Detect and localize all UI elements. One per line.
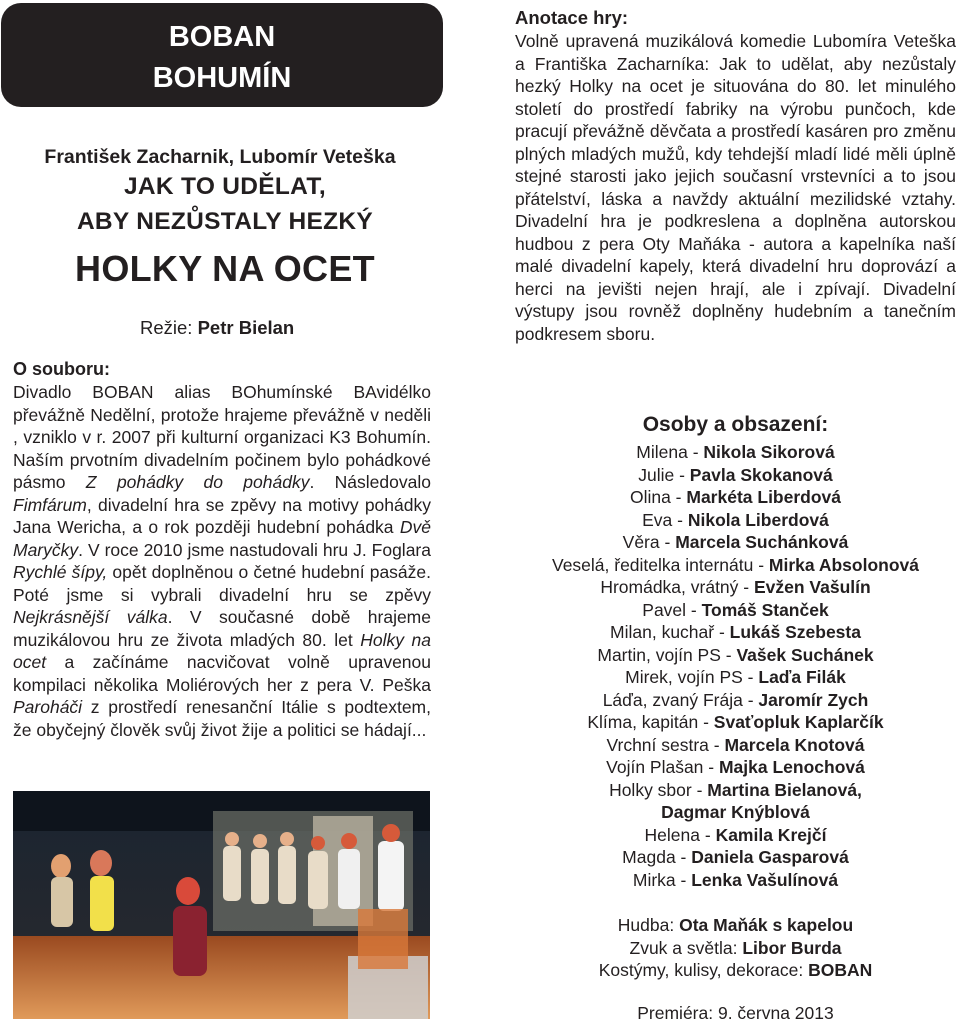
cast-item bbox=[515, 846, 956, 869]
cast-role: Milan, kuchař - bbox=[610, 622, 730, 642]
cast-role: Pavel - bbox=[642, 599, 702, 620]
cast-actor: Dagmar Knýblová bbox=[661, 802, 810, 822]
play-title-line-2: ABY NEZŮSTALY HEZKÝ bbox=[76, 208, 374, 235]
cast-role: Magda - bbox=[622, 847, 692, 867]
cast-actor: Svaťopluk Kaplarčík bbox=[713, 712, 884, 732]
credit-label: Zvuk a světla: bbox=[629, 937, 743, 958]
premiere-date: Premiéra: 9. června 2013 bbox=[637, 1003, 834, 1023]
about-segment: Z pohádky do pohádky bbox=[85, 472, 310, 492]
annotation-heading: Anotace hry: bbox=[515, 7, 629, 28]
about-segment: a začínáme nacvičovat volně upravenou kompilaci několika Moliérových her z pera V. Peška bbox=[13, 652, 431, 695]
cast-item bbox=[515, 531, 956, 554]
annotation-text: Volně upravená muzikálová komedie Lubomíra Veteška a Františka Zacharníka: Jak to udělat, aby nezůstaly hezký Holky na ocet je situována do 80. let minulého století do prostředí fabriky na výrobu punčoch, kde pracují převážně děvčata a prostředí kasáren pro změnu plných mladých mužů, kdy tehdejší mladí lidé měli úplně stejné starosti jako jejich současní vrstevníci a to jsou přátelství, láska a navždy aktuální mezilidské vztahy. Divadelní hra je podkreslena a doplněna autorskou hudbou z pera Oty Maňáka - autora a kapelníka naší malé divadelní kapely, která divadelní hru doprovází a herci na jevišti nejen hrají, ale i zpívají. Divadelní výstupy jsou rovněž doplněny hudebním a tanečním podkresem sboru. bbox=[515, 31, 956, 344]
cast-role: Helena - bbox=[644, 824, 716, 845]
cast-actor: Daniela Gasparová bbox=[691, 847, 849, 867]
about-segment: Fimfárum bbox=[13, 494, 87, 515]
cast-item bbox=[515, 689, 956, 712]
cast-item bbox=[515, 486, 956, 509]
credit-line bbox=[515, 959, 956, 982]
play-authors: František Zacharnik, Lubomír Veteška bbox=[44, 146, 396, 168]
cast-role: Olina - bbox=[629, 487, 687, 507]
cast-item bbox=[515, 554, 956, 577]
banner-line-1: BOBAN bbox=[168, 21, 276, 53]
cast-role: Klíma, kapitán - bbox=[587, 712, 714, 732]
cast-role: Vrchní sestra - bbox=[606, 734, 725, 755]
direction-credit bbox=[140, 317, 310, 339]
cast-role: Veselá, ředitelka internátu - bbox=[551, 554, 769, 575]
direction-label: Režie: bbox=[140, 317, 198, 338]
cast-actor: Lenka Vašulínová bbox=[691, 869, 839, 890]
cast-actor: Vašek Suchánek bbox=[736, 644, 874, 665]
about-segment: . Následovalo bbox=[309, 472, 431, 492]
production-credits bbox=[515, 914, 956, 982]
cast-role: Martin, vojín PS - bbox=[597, 644, 737, 665]
cast-actor: Nikola Liberdová bbox=[687, 509, 829, 530]
about-segment: . V současné době hrajeme muzikálovou hru ze života mladých 80. let bbox=[13, 607, 431, 650]
cast-role: Mirka - bbox=[632, 869, 692, 890]
cast-item bbox=[515, 756, 956, 779]
cast-item bbox=[515, 644, 956, 667]
about-segment: Divadlo BOBAN alias BOhumínské BAvidélko převážně Nedělní, protože hrajeme převážně v neděli , vzniklo v r. 2007 při kulturní organizaci K3 Bohumín. Naším prvotním divadelním počinem bylo pohádkové pásmo bbox=[13, 382, 431, 492]
cast-actor: Markéta Liberdová bbox=[686, 487, 842, 507]
about-segment: Holky na ocet bbox=[13, 629, 431, 672]
cast-item bbox=[515, 801, 956, 824]
cast-item bbox=[515, 734, 956, 757]
play-title-line-1: JAK TO UDĚLAT, bbox=[123, 173, 327, 200]
credit-label: Hudba: bbox=[617, 915, 680, 935]
about-heading: O souboru: bbox=[13, 359, 110, 379]
about-segment: Rychlé šípy, bbox=[13, 562, 108, 582]
cast-list bbox=[515, 441, 956, 891]
credit-value: BOBAN bbox=[808, 960, 873, 980]
cast-actor: Lukáš Szebesta bbox=[729, 622, 861, 642]
cast-item bbox=[515, 464, 956, 487]
header-banner bbox=[1, 3, 443, 107]
cast-item bbox=[515, 711, 956, 734]
cast-heading: Osoby a obsazení: bbox=[642, 413, 829, 436]
cast-actor: Tomáš Stanček bbox=[701, 599, 829, 620]
cast-role: Láďa, zvaný Frája - bbox=[602, 689, 759, 710]
cast-actor: Martina Bielanová, bbox=[707, 779, 862, 800]
cast-item bbox=[515, 576, 956, 599]
cast-actor: Majka Lenochová bbox=[718, 757, 865, 777]
credit-line bbox=[515, 914, 956, 937]
cast-actor: Marcela Knotová bbox=[724, 734, 865, 755]
play-title-line-3: HOLKY NA OCET bbox=[75, 248, 375, 289]
cast-role: Milena - bbox=[636, 442, 704, 462]
director-name: Petr Bielan bbox=[197, 317, 295, 338]
cast-item bbox=[515, 599, 956, 622]
cast-actor: Mirka Absolonová bbox=[768, 554, 919, 575]
credit-label: Kostýmy, kulisy, dekorace: bbox=[598, 960, 809, 980]
performance-photo bbox=[13, 791, 430, 1019]
cast-role: Julie - bbox=[638, 464, 690, 485]
about-segment: Dvě Maryčky bbox=[13, 517, 431, 560]
cast-actor: Evžen Vašulín bbox=[753, 577, 871, 597]
banner-line-2: BOHUMÍN bbox=[152, 62, 292, 94]
about-segment: , divadelní hra se zpěvy na motivy pohádky Jana Wericha, a o rok později hudební pohádka bbox=[13, 494, 431, 537]
cast-role: Holky sbor - bbox=[609, 779, 708, 800]
cast-item bbox=[515, 779, 956, 802]
cast-actor: Jaromír Zych bbox=[758, 689, 869, 710]
cast-item bbox=[515, 666, 956, 689]
cast-actor: Marcela Suchánková bbox=[675, 532, 849, 552]
cast-role: Eva - bbox=[642, 509, 688, 530]
cast-actor: Pavla Skokanová bbox=[689, 464, 833, 485]
cast-item bbox=[515, 621, 956, 644]
cast-item bbox=[515, 441, 956, 464]
credit-line bbox=[515, 937, 956, 960]
cast-item bbox=[515, 509, 956, 532]
cast-role: Hromádka, vrátný - bbox=[600, 577, 754, 597]
about-segment: Nejkrásnější válka bbox=[13, 607, 168, 627]
cast-role: Vojín Plašan - bbox=[606, 757, 719, 777]
cast-item bbox=[515, 824, 956, 847]
about-segment: opět doplněnou o četné hudební pasáže. Poté jsme si vybrali divadelní hru se zpěvy bbox=[13, 562, 432, 605]
cast-actor: Kamila Krejčí bbox=[715, 824, 827, 845]
cast-role: Věra - bbox=[622, 532, 676, 552]
about-text bbox=[13, 381, 431, 741]
about-segment: z prostředí renesanční Itálie s podtextem, že obyčejný člověk svůj život žije a politici se hádají... bbox=[13, 697, 431, 740]
cast-role: Mirek, vojín PS - bbox=[625, 667, 759, 687]
credit-value: Ota Maňák s kapelou bbox=[679, 915, 854, 935]
cast-actor: Laďa Filák bbox=[758, 667, 846, 687]
about-segment: Paroháči bbox=[13, 697, 83, 717]
credit-value: Libor Burda bbox=[742, 937, 842, 958]
cast-item bbox=[515, 869, 956, 892]
about-segment: . V roce 2010 jsme nastudovali hru J. Foglara bbox=[78, 539, 431, 560]
cast-actor: Nikola Sikorová bbox=[703, 442, 835, 462]
